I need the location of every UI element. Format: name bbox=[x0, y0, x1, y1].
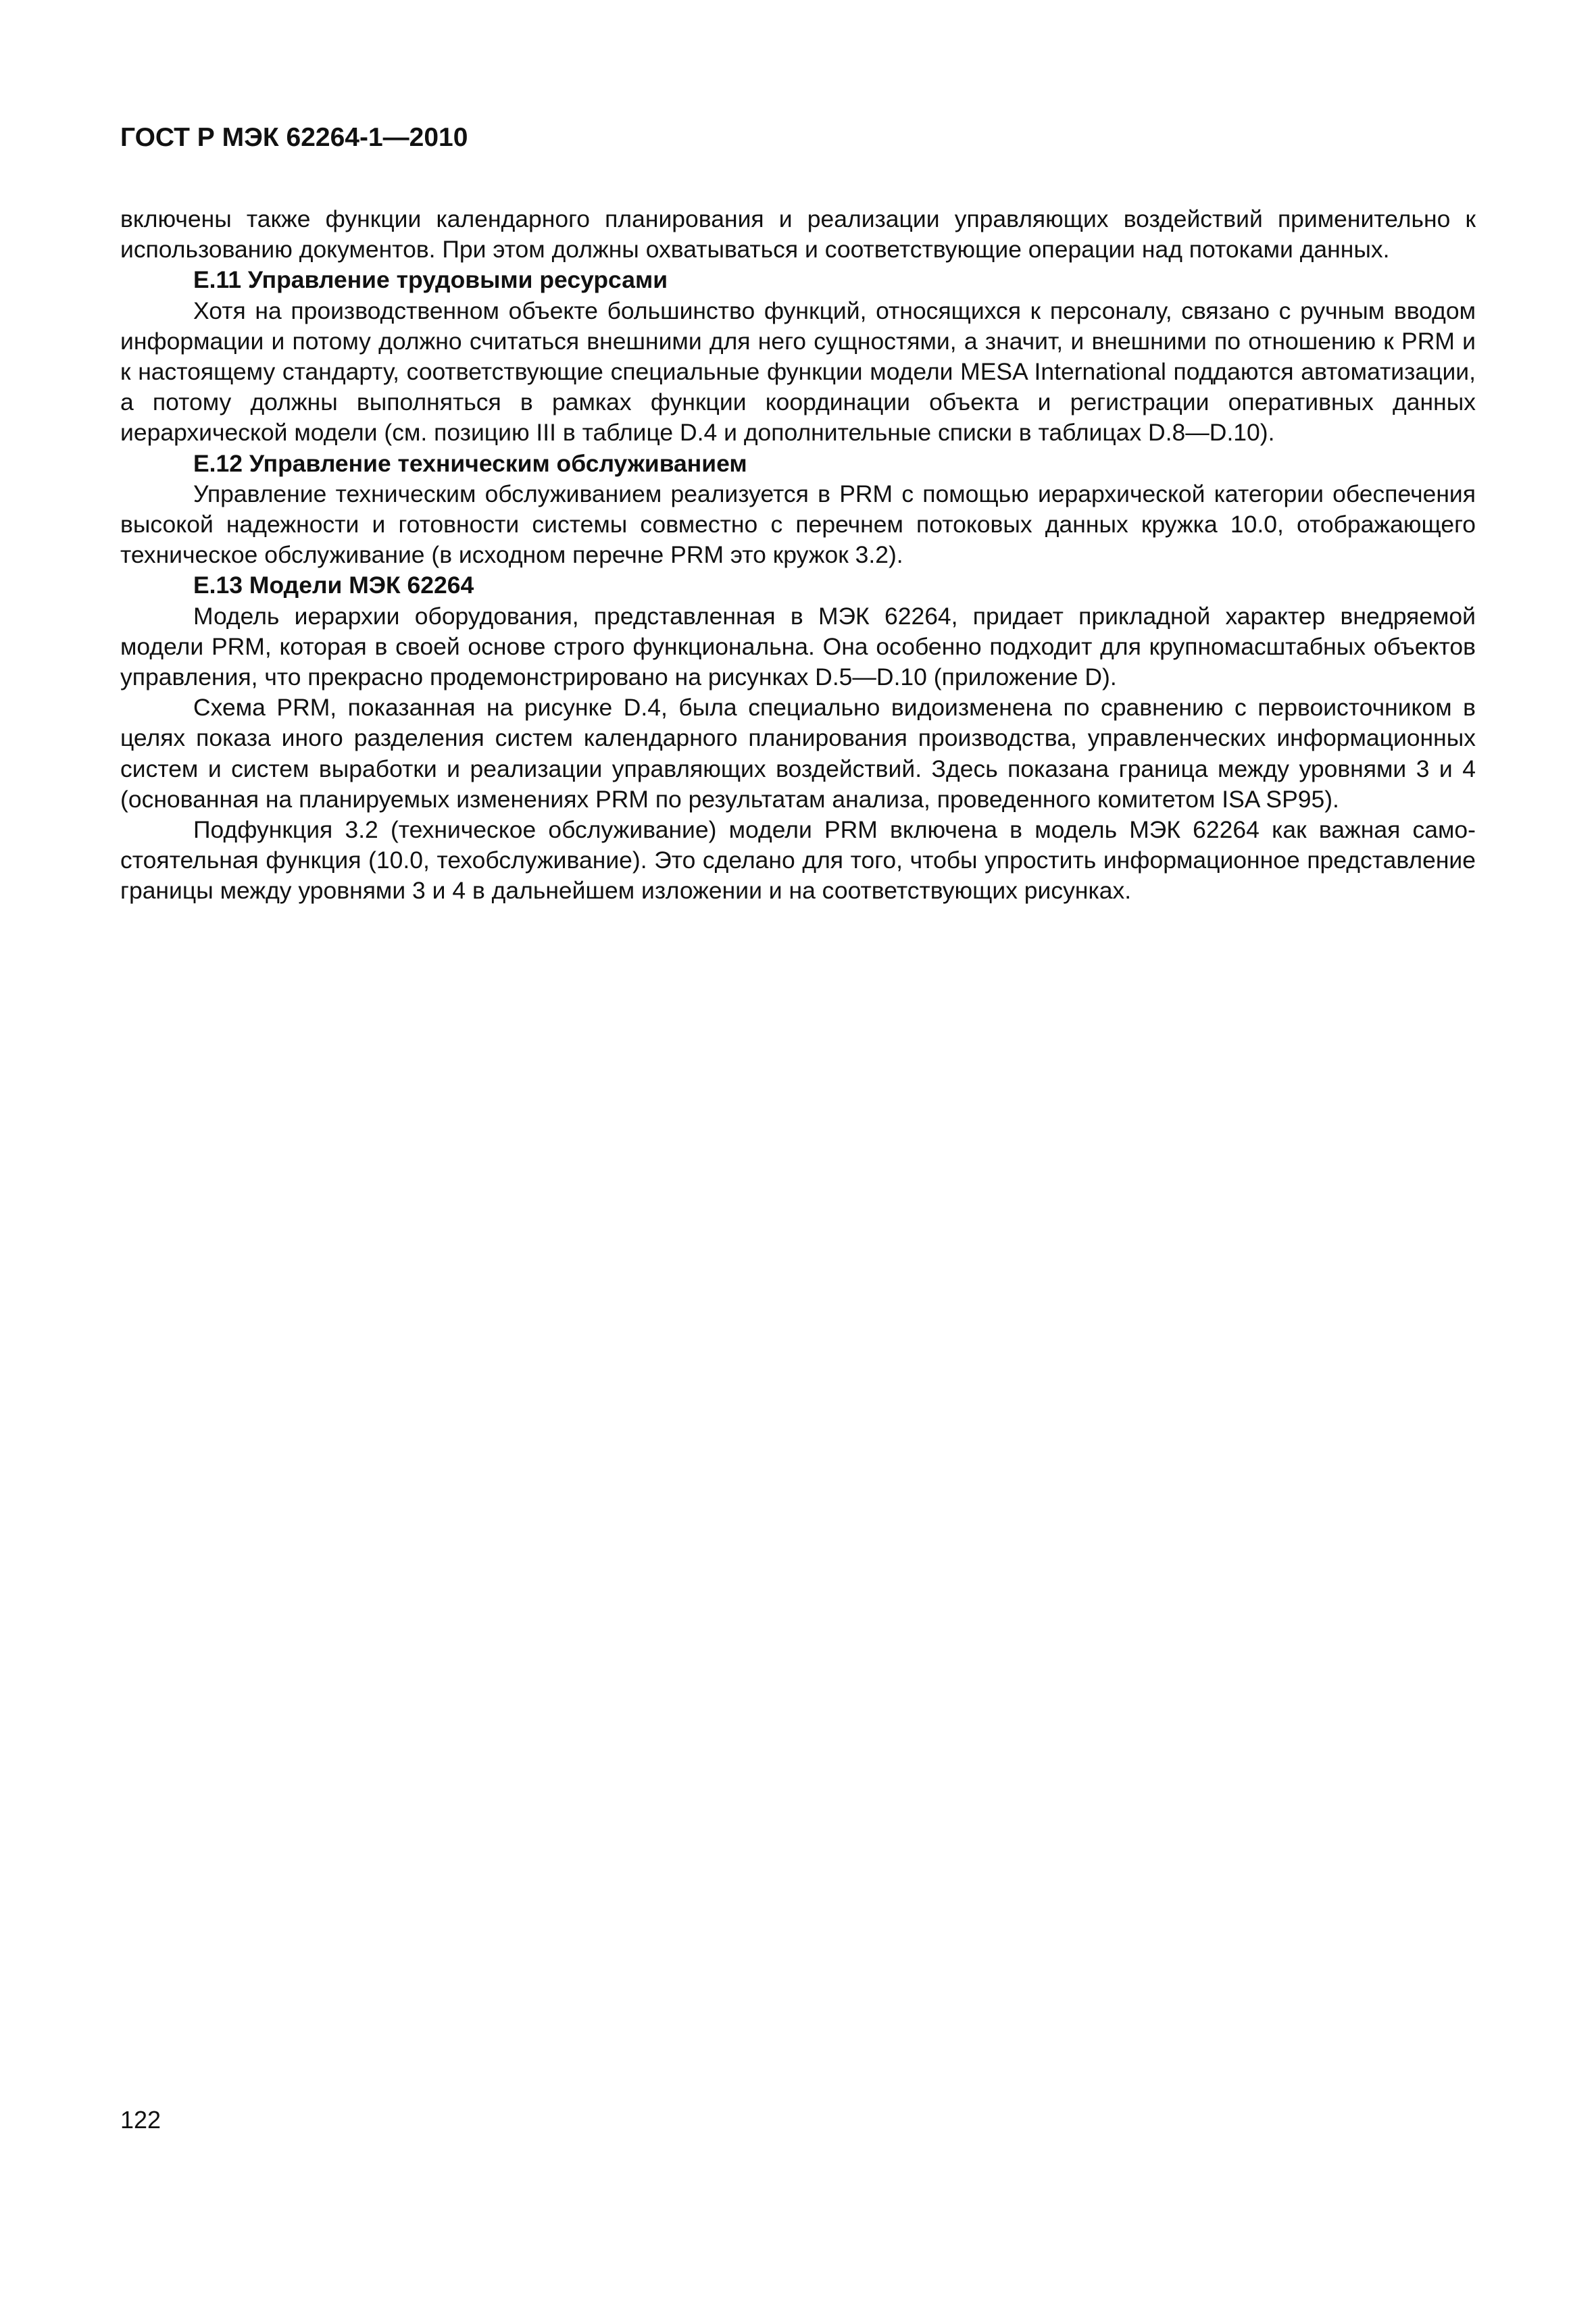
section-e13-paragraph-3: Подфункция 3.2 (техническое обслуживание) модели PRM включена в модель МЭК 62264 как важная самостоятельная функция (10.0, техобслуживание). Это сделано для того, чтобы упростить информационное представление границы между уровнями 3 и 4 в дальнейшем изложении и на соответствующих рисунках. bbox=[120, 816, 1476, 905]
section-heading-e11: E.11 Управление трудовыми ресурсами bbox=[193, 266, 668, 294]
section-e11-paragraph-1: Хотя на производственном объекте большинство функций, относящихся к персоналу, связано с ручным вводом информации и потому должно считаться внешними для него сущностями, а значит, и внешними по отношению к PRM и к настоящему стандарту, соответствующие специальные функции модели MESA International поддаются автоматизации, а потому должны выполняться в рамках функции координации объекта и регистрации оперативных данных иерархической модели (см. позицию III в таблице D.4 и дополнительные списки в таблицах D.8—D.10). bbox=[120, 297, 1476, 447]
section-e13-paragraph-2: Схема PRM, показанная на рисунке D.4, была специально видоизменена по сравнению с первоисточником в целях показа иного разделения систем календарного планирования производства, управленческих информационных систем и систем выработки и реализации управляющих воздействий. Здесь показана граница между уровнями 3 и 4 (основанная на планируемых изменениях PRM по результатам анализа, проведенного комитетом ISA SP95). bbox=[120, 694, 1476, 813]
section-e13-paragraph-1: Модель иерархии оборудования, представленная в МЭК 62264, придает прикладной характер внедряемой модели PRM, которая в своей основе строго функциональна. Она особенно подходит для крупномасштабных объектов управления, что прекрасно продемонстрировано на рисунках D.5—D.10 (приложение D). bbox=[120, 602, 1476, 691]
page-number: 122 bbox=[120, 2106, 161, 2134]
document-body bbox=[120, 204, 1476, 907]
section-heading-e12: E.12 Управление техническим обслуживанием bbox=[193, 449, 747, 477]
section-heading-e13: E.13 Модели МЭК 62264 bbox=[193, 572, 474, 599]
document-header: ГОСТ Р МЭК 62264-1—2010 bbox=[120, 123, 468, 152]
intro-paragraph: включены также функции календарного планирования и реализации управляющих воздействий применительно к использованию документов. При этом должны охватываться и соответствующие операции над потоками данных. bbox=[120, 205, 1476, 263]
section-e12-paragraph-1: Управление техническим обслуживанием реализуется в PRM с помощью иерархической категории обеспечения высокой надежности и готовности системы совместно с перечнем потоковых данных кружка 10.0, отображающего техническое обслуживание (в исходном перечне PRM это кружок 3.2). bbox=[120, 480, 1476, 569]
